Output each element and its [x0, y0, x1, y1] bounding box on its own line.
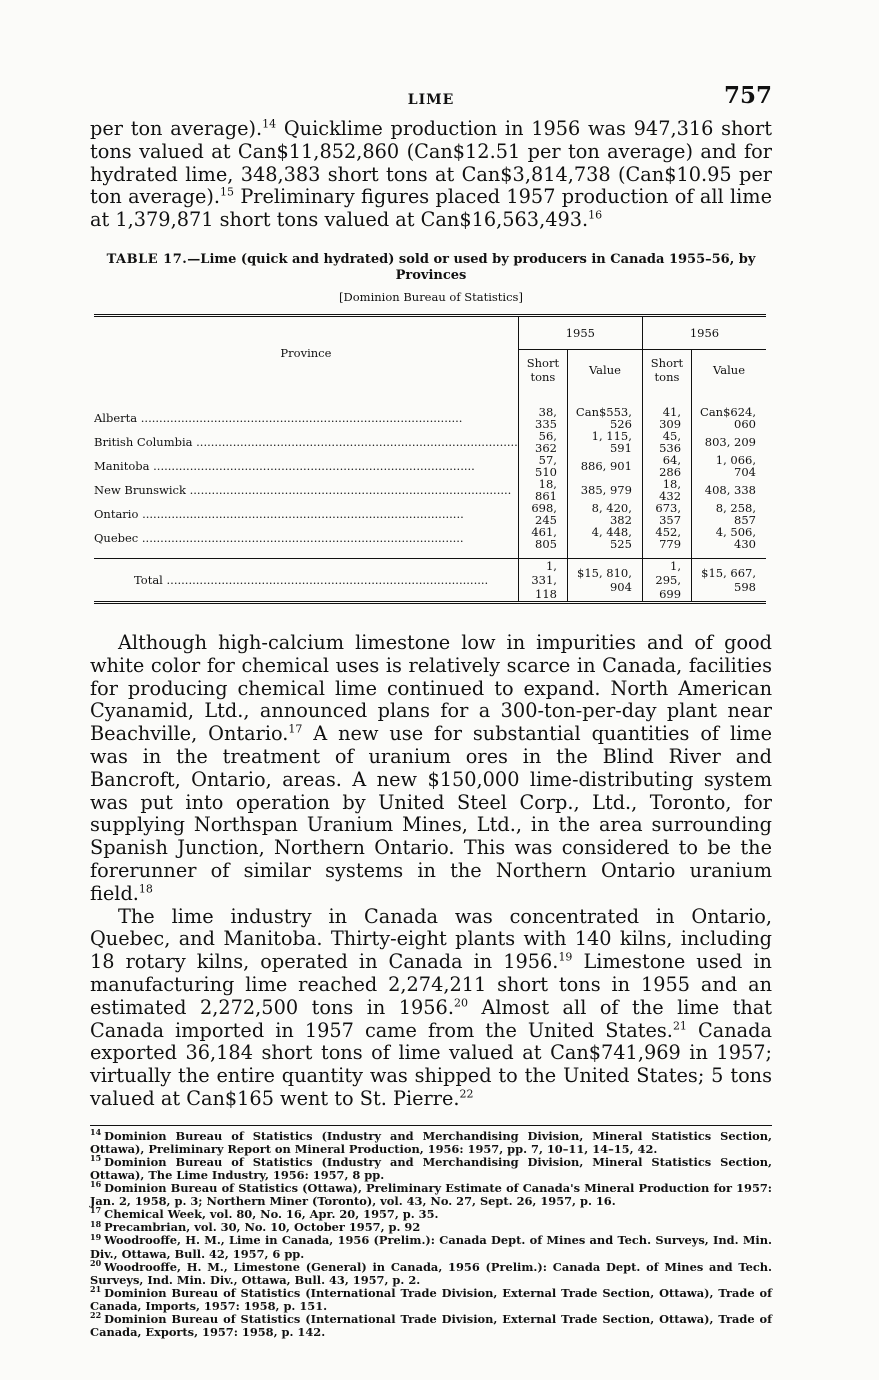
- province-cell: Manitoba .....: [94, 454, 518, 478]
- footnote-ref-22[interactable]: 22: [459, 1087, 474, 1101]
- p2-text-c: Almost all of the lime that Canada imported in 1957 came from the United States.: [90, 995, 772, 1042]
- intro-text-1: per ton average).: [90, 117, 263, 140]
- footnote-ref-19[interactable]: 19: [558, 950, 573, 964]
- p1-text-b: A new use for substantial quantities of lime was in the treatment of uranium ores in the Blind River and Bancroft, Ontario, areas. A new $150,000 lime-distributing system was put into operation by United Steel Corp., Ltd., Toronto, for supplying Northspan Uranium Mines, Ltd., in the area surrounding Spanish Junction, Northern Ontario. This was considered to be the forerunner of similar systems in the Northern Ontario uranium field.: [90, 722, 772, 905]
- total-tons-1955-cell: 1, 331, 118: [518, 558, 567, 602]
- footnote-ref-20[interactable]: 20: [453, 996, 468, 1010]
- footnote: $^{18}$ Precambrian, vol. 30, No. 10, October 1957, p. 92: [90, 1218, 421, 1235]
- lime-table: [94, 314, 766, 604]
- value-1955-cell: 4, 448, 525: [567, 526, 642, 559]
- footnote-ref-16[interactable]: 16: [588, 208, 603, 222]
- paragraph-chemical-lime: [90, 632, 772, 906]
- footnote: $^{20}$ Woodrooffe, H. M., Limestone (General) in Canada, 1956 (Prelim.): Canada Dept. of Mines and Tech. Surveys, Ind. Min. Div., Ottawa, Bull. 43, 1957, p. 2.: [90, 1257, 772, 1287]
- p2-text-b: Limestone used in manufacturing lime reached 2,274,211 short tons in 1955 and an estimated 2,272,500 tons in 1956.: [90, 950, 772, 1019]
- tons-1956-cell: 673, 357: [642, 502, 691, 526]
- value-1956-cell: 408, 338: [704, 482, 756, 497]
- body-text: [90, 632, 772, 1111]
- footnotes: [90, 1125, 772, 1340]
- p2-text-d: Canada exported 36,184 short tons of lime valued at Can$741,969 in 1957; virtually the entire quantity was shipped to the United States; 5 tons valued at Can$165 went to St. Pierre.: [90, 1018, 772, 1110]
- tons-1955-cell: 56, 362: [518, 430, 567, 454]
- tons-1956-cell: 41, 309: [642, 390, 691, 430]
- table-total-row: [94, 558, 766, 602]
- footnote: $^{22}$ Dominion Bureau of Statistics (International Trade Division, External Trade Section, Ottawa), Trade of Canada, Exports, 1957: 1958, p. 142.: [90, 1310, 772, 1340]
- tons-1955-cell: 698, 245: [518, 502, 567, 526]
- value-1956-cell: 803, 209: [704, 434, 756, 449]
- footnote-ref-15[interactable]: 15: [220, 185, 235, 199]
- footnote-ref-21[interactable]: 21: [672, 1019, 687, 1033]
- value-1955-cell: 8, 420, 382: [567, 502, 642, 526]
- page: [90, 78, 772, 1339]
- table-title-text: —Lime (quick and hydrated) sold or used by producers in Canada 1955–56, by Provinces: [187, 251, 756, 283]
- footnote: $^{15}$ Dominion Bureau of Statistics (Industry and Merchandising Division, Mineral Statistics Section, Ottawa), The Lime Industry, 1956: 1957, 8 pp.: [90, 1153, 772, 1182]
- province-cell: Ontario .....: [94, 502, 518, 526]
- footnote: $^{16}$ Dominion Bureau of Statistics (Ottawa), Preliminary Estimate of Canada's Mineral Production for 1957: Jan. 2, 1958, p. 3; Northern Miner (Toronto), vol. 43, No. 27, Sept. 26, 1957, p. 16.: [90, 1179, 772, 1209]
- value-1956-cell: 1, 066, 704: [715, 452, 756, 479]
- total-value-1955-cell: $15, 810, 904: [567, 558, 642, 602]
- table-source: [Dominion Bureau of Statistics]: [339, 289, 523, 304]
- tons-1956-cell: 18, 432: [642, 478, 691, 502]
- page-header: [90, 78, 772, 118]
- table-title: [90, 252, 772, 284]
- total-label-cell: Total .....: [94, 558, 518, 602]
- intro-text-2: Quicklime production in 1956 was 947,316 short tons valued at Can$11,852,860 (Can$12.51 per ton average) and for hydrated lime, 348,383 short tons at Can$3,814,738 (Can$10.95 per ton average).: [90, 117, 773, 209]
- footnote: $^{17}$ Chemical Week, vol. 80, No. 16, Apr. 20, 1957, p. 35.: [90, 1205, 439, 1222]
- value-1956-cell: 4, 506, 430: [715, 524, 756, 551]
- table-row: [94, 526, 766, 559]
- value-1956-cell: Can$624, 060: [700, 404, 756, 431]
- running-title: LIME: [407, 92, 455, 108]
- col-header-value-1955: Value: [567, 349, 642, 390]
- value-1955-cell: Can$553, 526: [567, 390, 642, 430]
- tons-1955-cell: 461, 805: [518, 526, 567, 559]
- footnote-ref-14[interactable]: 14: [262, 117, 277, 131]
- tons-1955-cell: 18, 861: [518, 478, 567, 502]
- intro-text-3: Preliminary figures placed 1957 production of all lime at 1,379,871 short tons valued at Can$16,563,493.: [90, 185, 772, 232]
- table-row: [94, 478, 766, 502]
- province-cell: Quebec .....: [94, 526, 518, 559]
- province-cell: New Brunswick .....: [94, 478, 518, 502]
- col-header-short-tons-1956: Short tons: [642, 349, 691, 390]
- table-row: [94, 390, 766, 430]
- value-1955-cell: 385, 979: [567, 478, 642, 502]
- tons-1956-cell: 45, 536: [642, 430, 691, 454]
- table-title-label: TABLE 17.: [106, 251, 188, 267]
- footnote: $^{19}$ Woodrooffe, H. M., Lime in Canada, 1956 (Prelim.): Canada Dept. of Mines and Tech. Surveys, Ind. Min. Div., Ottawa, Bull. 42, 1957, 6 pp.: [90, 1231, 772, 1261]
- col-header-province: Province: [94, 315, 518, 390]
- value-1955-cell: 1, 115, 591: [567, 430, 642, 454]
- paragraph-lime-industry: [90, 906, 772, 1111]
- footnote: $^{21}$ Dominion Bureau of Statistics (International Trade Division, External Trade Section, Ottawa), Trade of Canada, Imports, 1957: 1958, p. 151.: [90, 1284, 772, 1313]
- table-row: [94, 502, 766, 526]
- col-header-1956: 1956: [642, 315, 766, 349]
- total-tons-1956-cell: 1, 295, 699: [642, 558, 691, 602]
- footnote-ref-18[interactable]: 18: [138, 882, 153, 896]
- tons-1955-cell: 38, 335: [518, 390, 567, 430]
- intro-paragraph: [90, 118, 772, 232]
- value-1955-cell: 886, 901: [567, 454, 642, 478]
- table-row: [94, 430, 766, 454]
- tons-1955-cell: 57, 510: [518, 454, 567, 478]
- col-header-value-1956: Value: [713, 362, 746, 377]
- col-header-short-tons-1955: Short tons: [518, 349, 567, 390]
- footnote-ref-17[interactable]: 17: [288, 722, 303, 736]
- page-number: 757: [723, 82, 772, 109]
- province-cell: British Columbia .....: [94, 430, 518, 454]
- p2-text-a: The lime industry in Canada was concentrated in Ontario, Quebec, and Manitoba. Thirty-eight plants with 140 kilns, including 18 rotary kilns, operated in Canada in 1956.: [90, 904, 772, 974]
- col-header-1955: 1955: [518, 315, 642, 349]
- tons-1956-cell: 452, 779: [642, 526, 691, 559]
- total-value-1956-cell: $15, 667, 598: [692, 558, 766, 602]
- tons-1956-cell: 64, 286: [642, 454, 691, 478]
- province-cell: Alberta .....: [94, 390, 518, 430]
- value-1956-cell: 8, 258, 857: [715, 500, 756, 527]
- p1-text-a: Although high-calcium limestone low in impurities and of good white color for chemical uses is relatively scarce in Canada, facilities for producing chemical lime continued to expand. North American Cyanamid, Ltd., announced plans for a 300-ton-per-day plant near Beachville, Ontario.: [90, 630, 772, 746]
- footnote: $^{14}$ Dominion Bureau of Statistics (Industry and Merchandising Division, Mineral Statistics Section, Ottawa), Preliminary Report on Mineral Production, 1956: 1957, pp. 7, 10–11, 14–15, 42.: [90, 1126, 772, 1156]
- table-row: [94, 454, 766, 478]
